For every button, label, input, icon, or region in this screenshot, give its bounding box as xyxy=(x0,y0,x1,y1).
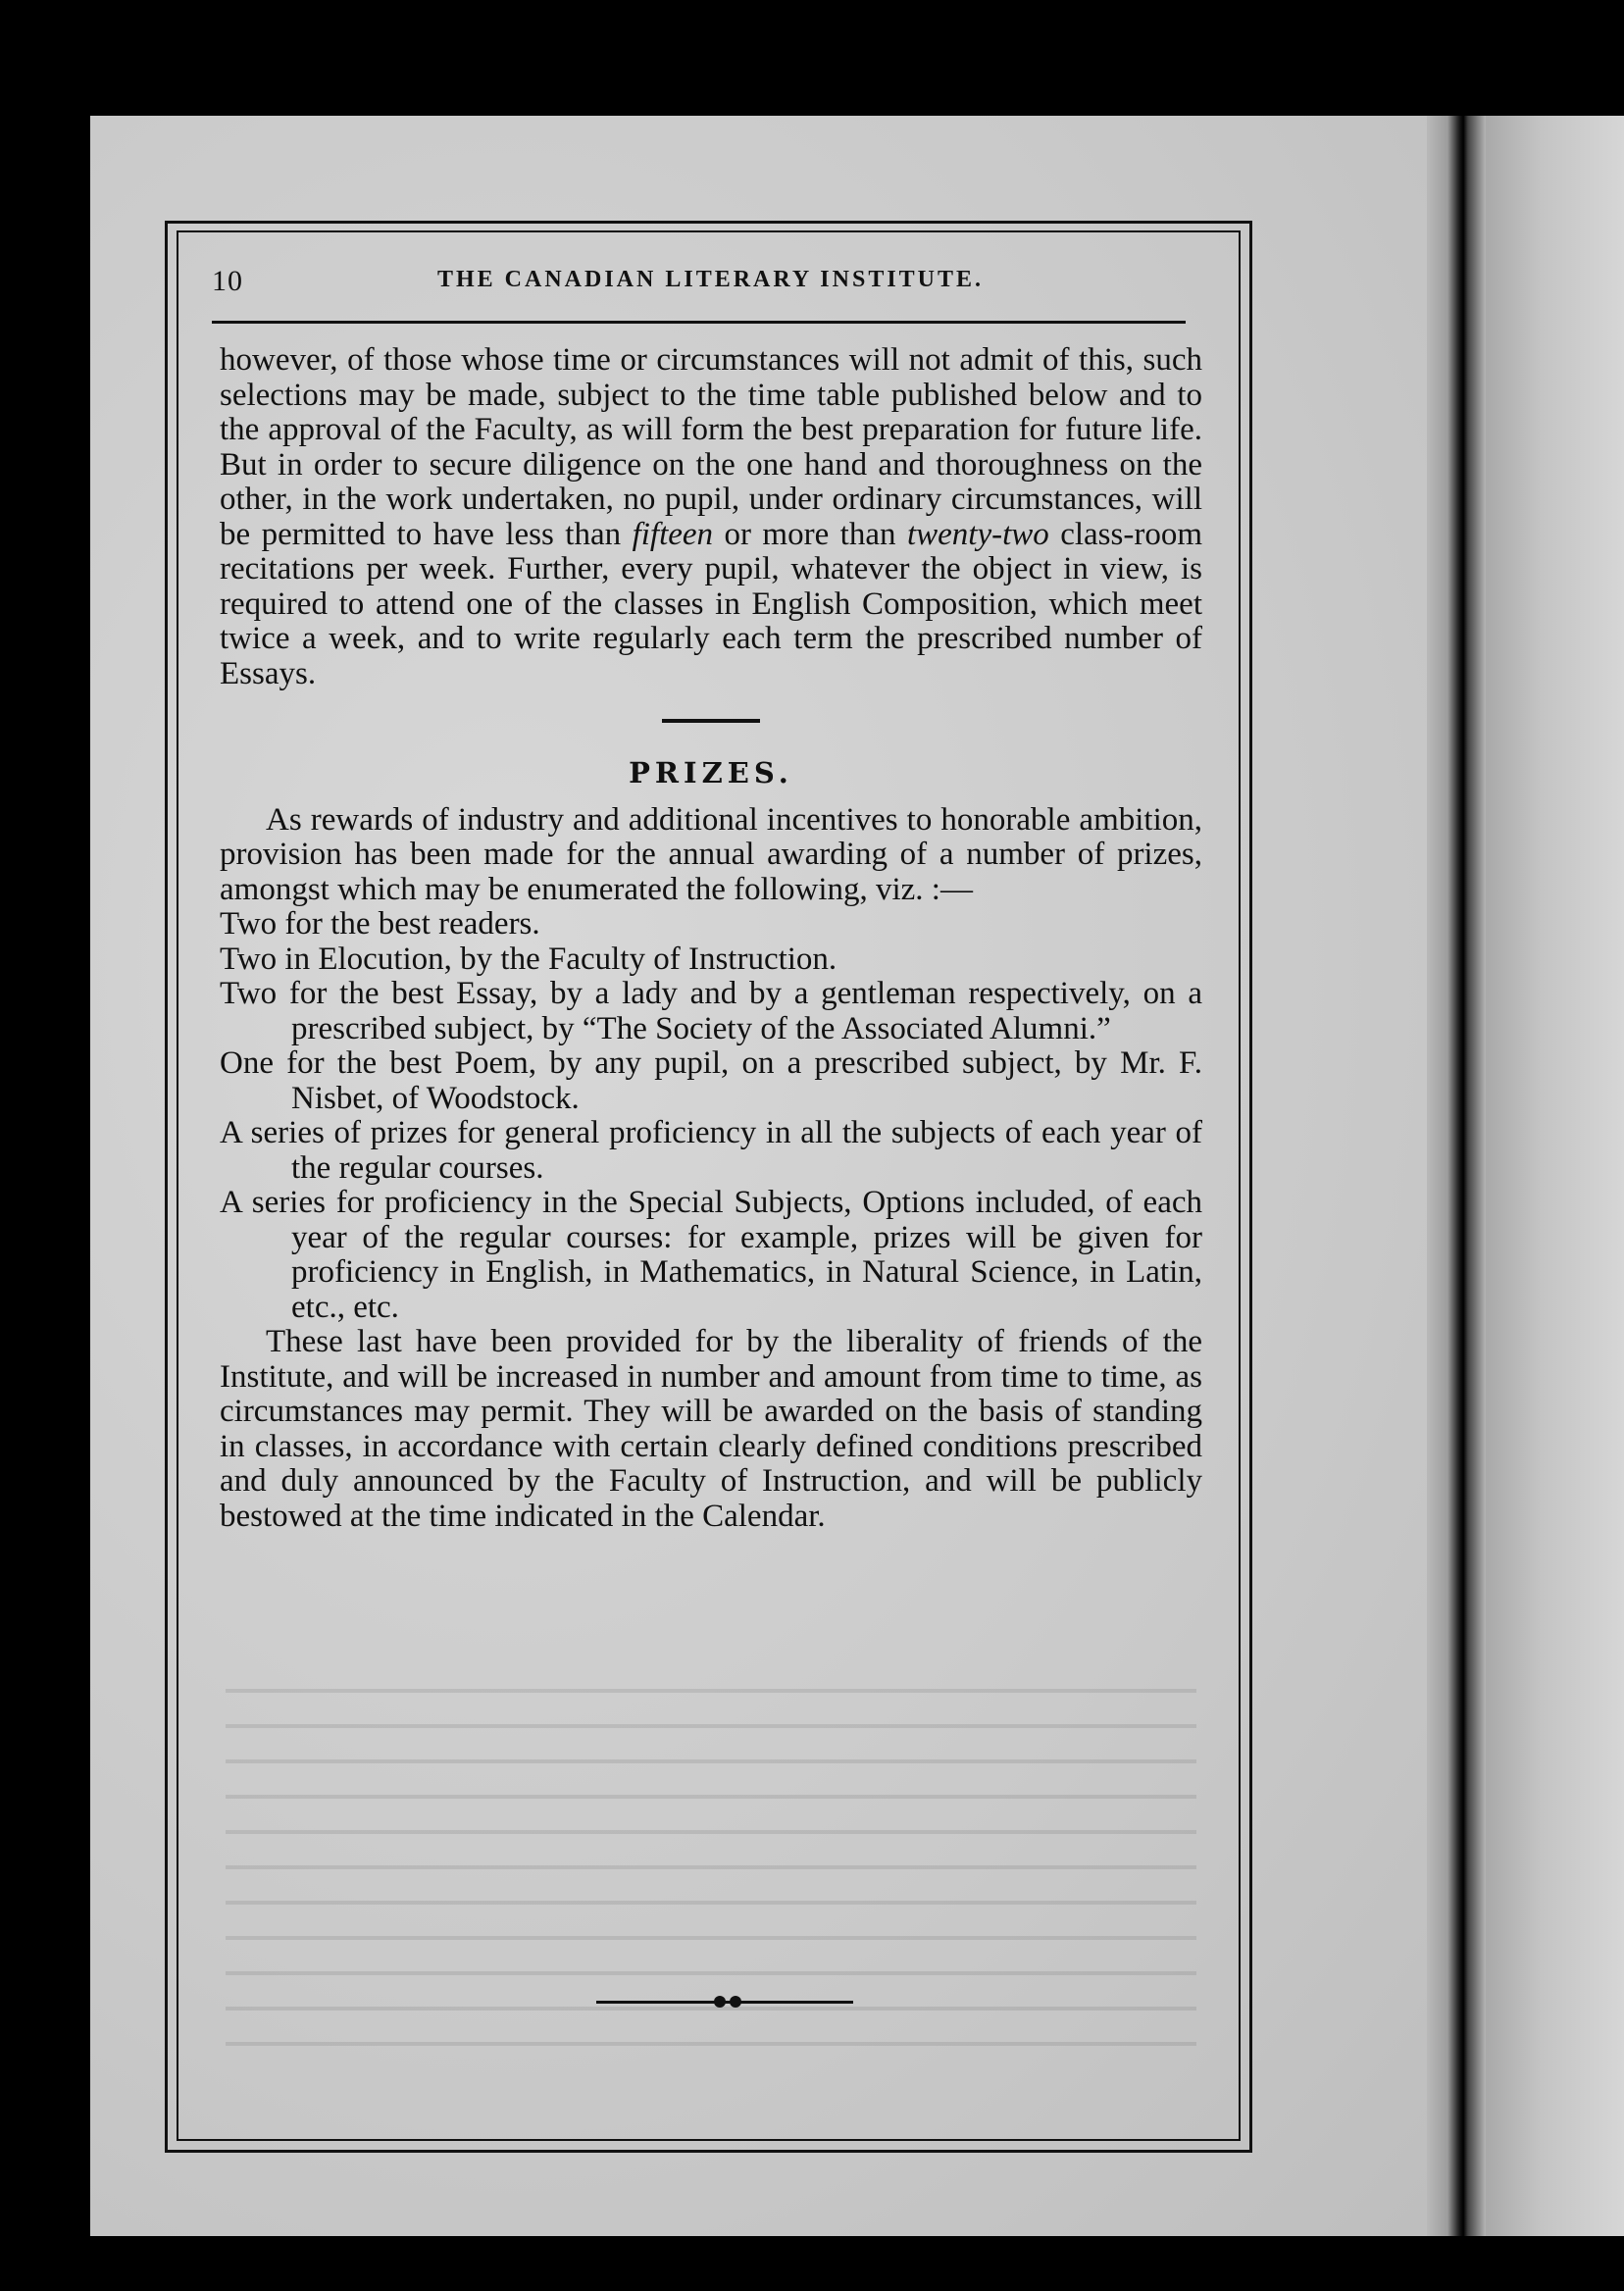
intro-emphasis-fifteen: fifteen xyxy=(632,516,714,552)
prize-list-item: A series for proficiency in the Special Subjects, Options included, of each year of the regular courses: for example, prizes will be given for proficiency in English, in Mathematics, in Natural Science, in Latin, etc., etc. xyxy=(220,1185,1202,1325)
body-text xyxy=(220,343,1202,1534)
prize-list-item: Two for the best Essay, by a lady and by a gentleman respectively, on a prescribed subject, by “The Society of the Associated Alumni.” xyxy=(220,976,1202,1046)
book-gutter xyxy=(1427,116,1486,2236)
section-divider xyxy=(662,719,760,723)
prize-list-item: One for the best Poem, by any pupil, on a prescribed subject, by Mr. F. Nisbet, of Woodstock. xyxy=(220,1045,1202,1116)
intro-text-1: however, of those whose time or circumstances will not admit of this, such selections may be made, subject to the time table published below and to the approval of the Faculty, as will form the best preparation for future life. But in order to secure diligence on the one hand and thoroughness on the other, in the work undertaken, no pupil, under ordinary circumstances, will be permitted to have less than xyxy=(220,342,1202,552)
running-head xyxy=(212,265,1193,304)
prize-list-item: Two for the best readers. xyxy=(220,906,540,942)
prize-list-item: A series of prizes for general proficiency in all the subjects of each year of the regular courses. xyxy=(220,1115,1202,1186)
intro-text-3: class-room recitations per week. Further, every pupil, whatever the object in view, is required to attend one of the classes in English Composition, which meet twice a week, and to write regularly each term the prescribed number of Essays. xyxy=(220,516,1203,691)
page-number: 10 xyxy=(212,265,243,297)
running-head-title: THE CANADIAN LITERARY INSTITUTE. xyxy=(437,267,985,292)
closing-ornament-dot xyxy=(714,1996,726,2008)
intro-emphasis-twenty-two: twenty-two xyxy=(906,516,1049,552)
intro-paragraph xyxy=(220,343,1202,691)
prizes-intro: As rewards of industry and additional incentives to honorable ambition, provision has been made for the annual awarding of a number of prizes, amongst which may be enumerated the following, viz. :— xyxy=(220,801,1202,907)
prize-list-item: Two in Elocution, by the Faculty of Instruction. xyxy=(220,941,837,977)
closing-paragraph: These last have been provided for by the liberality of friends of the Institute, and will be increased in number and amount from time to time, as circumstances may permit. They will be awarded on the basis of standing in classes, in accordance with certain clearly defined conditions prescribed and duly announced by the Faculty of Instruction, and will be publicly bestowed at the time indicated in the Calendar. xyxy=(220,1324,1202,1534)
facing-page-edge xyxy=(1486,116,1624,2236)
header-rule xyxy=(212,321,1186,324)
section-title: PRIZES. xyxy=(629,756,793,789)
closing-ornament-dot xyxy=(730,1996,741,2008)
intro-text-2: or more than xyxy=(713,516,907,552)
